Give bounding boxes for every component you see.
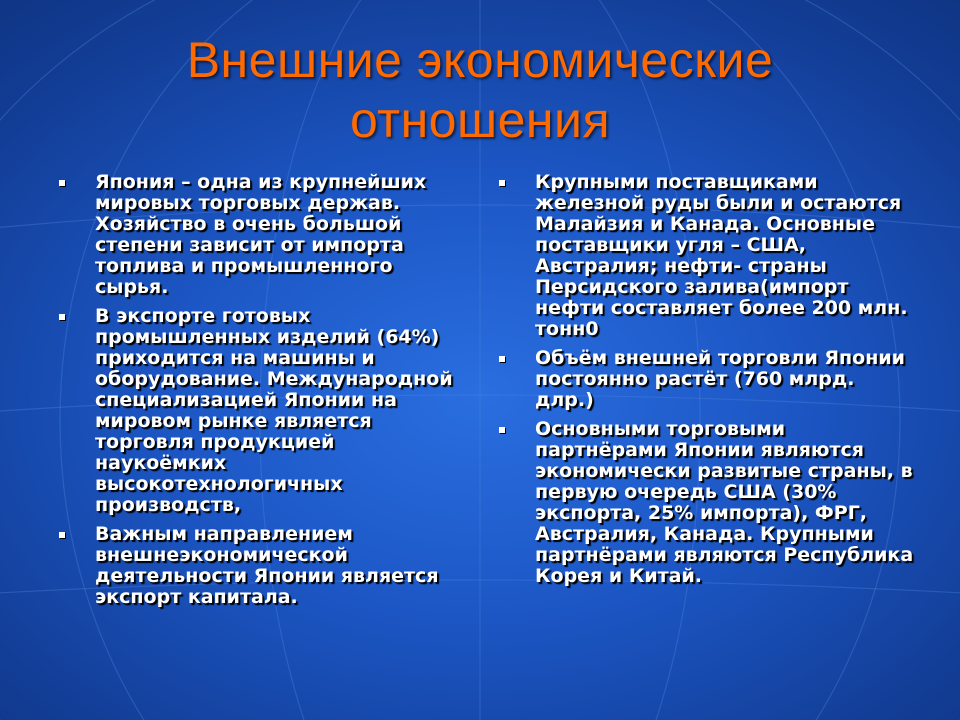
square-bullet-icon	[499, 427, 505, 433]
right-bullet-list	[495, 172, 915, 595]
square-bullet-icon	[59, 532, 65, 538]
list-item-text: Основными торговыми партнёрами Японии являются экономически развитые страны, в первую очередь США (30% экспорта, 25% импорта), ФРГ, Австралия, Канада. Крупными партнёрами являются Республика Корея и Китай.	[535, 418, 914, 587]
square-bullet-icon	[59, 314, 65, 320]
list-item-text: Крупными поставщиками железной руды были и остаются Малайзия и Канада. Основные поставщики угля – США, Австралия; нефти- страны Персидского залива(импорт нефти составляет более 200 млн. тонн0	[535, 171, 908, 340]
list-item	[55, 306, 460, 516]
list-item	[55, 172, 460, 298]
title-line-1: Внешние экономические	[186, 32, 774, 88]
list-item-text: В экспорте готовых промышленных изделий (64%) приходится на машины и оборудование. Международной специализацией Японии на мировом рынке является торговля продукцией наукоёмких высокотехнологичных производств,	[95, 305, 453, 516]
title-line-2: отношения	[349, 92, 611, 148]
list-item-text: Объём внешней торговли Японии постоянно растёт (760 млрд. длр.)	[535, 347, 905, 411]
slide-title	[0, 30, 960, 150]
list-item	[495, 419, 915, 587]
square-bullet-icon	[59, 180, 65, 186]
list-item	[55, 524, 460, 608]
list-item	[495, 348, 915, 411]
left-bullet-list	[55, 172, 460, 616]
list-item-text: Япония – одна из крупнейших мировых торговых держав. Хозяйство в очень большой степени зависит от импорта топлива и промышленного сырья.	[95, 171, 427, 298]
square-bullet-icon	[499, 356, 505, 362]
list-item	[495, 172, 915, 340]
square-bullet-icon	[499, 180, 505, 186]
list-item-text: Важным направлением внешнеэкономической деятельности Японии является экспорт капитала.	[95, 523, 439, 608]
